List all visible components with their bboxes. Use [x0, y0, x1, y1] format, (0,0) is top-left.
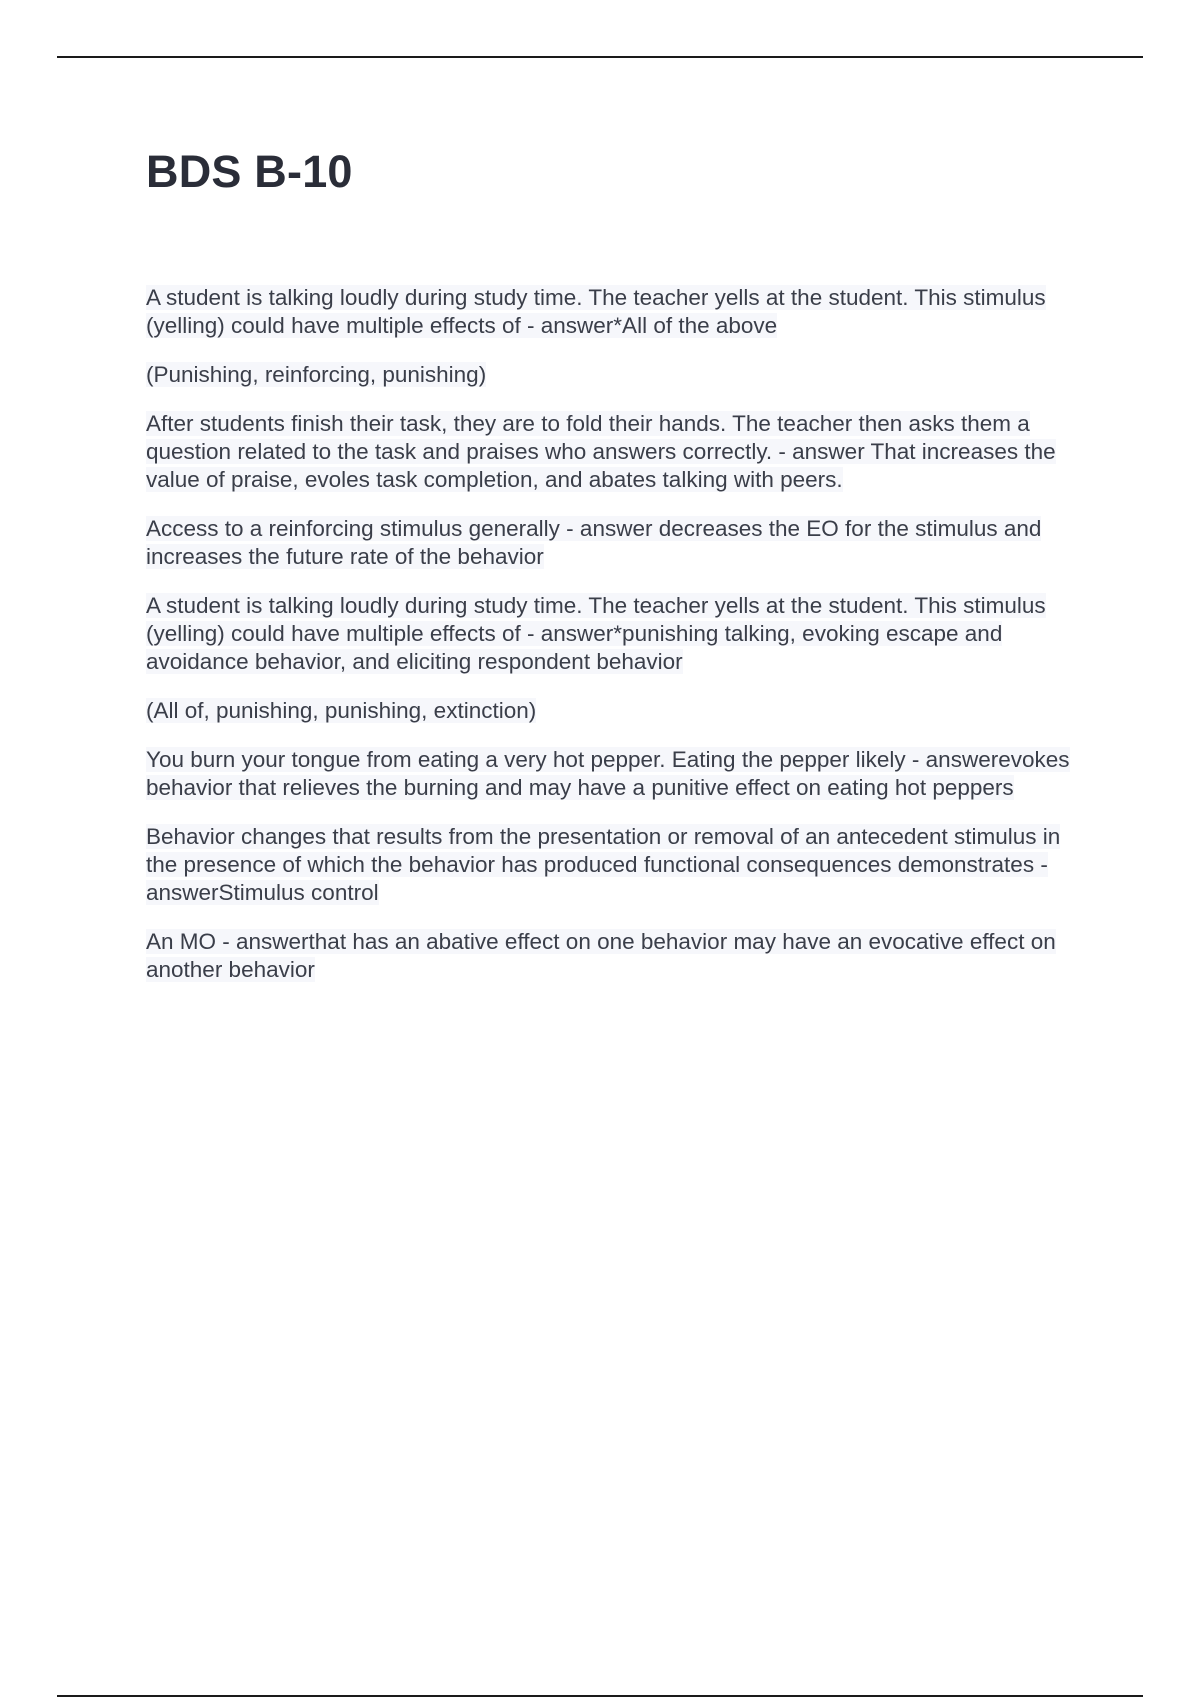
qa-text: (All of, punishing, punishing, extinction) [146, 698, 537, 723]
qa-text: Behavior changes that results from the presentation or removal of an antecedent stimulus in the presence of which the behavior has produced functional consequences demonstrates - answerStimulus control [146, 824, 1061, 905]
qa-text: A student is talking loudly during study time. The teacher yells at the student. This stimulus (yelling) could have multiple effects of - answer*All of the above [146, 285, 1046, 338]
footer-rule [57, 1695, 1143, 1697]
qa-list [146, 284, 1076, 1005]
qa-text: A student is talking loudly during study time. The teacher yells at the student. This stimulus (yelling) could have multiple effects of - answer*punishing talking, evoking escape and avoidance behavior, and eliciting respondent behavior [146, 593, 1046, 674]
qa-text: An MO - answerthat has an abative effect on one behavior may have an evocative effect on another behavior [146, 929, 1056, 982]
qa-item [146, 284, 1076, 340]
qa-item [146, 823, 1076, 907]
qa-item [146, 361, 1076, 389]
qa-text: After students finish their task, they are to fold their hands. The teacher then asks them a question related to the task and praises who answers correctly. - answer That increases the value of praise, evoles task completion, and abates talking with peers. [146, 411, 1056, 492]
qa-item [146, 410, 1076, 494]
qa-text: You burn your tongue from eating a very hot pepper. Eating the pepper likely - answerevokes behavior that relieves the burning and may have a punitive effect on eating hot peppers [146, 747, 1070, 800]
qa-text: (Punishing, reinforcing, punishing) [146, 362, 487, 387]
qa-text: Access to a reinforcing stimulus generally - answer decreases the EO for the stimulus and increases the future rate of the behavior [146, 516, 1042, 569]
document-title: BDS B-10 [146, 146, 353, 197]
header-rule [57, 56, 1143, 58]
qa-item [146, 746, 1076, 802]
qa-item [146, 928, 1076, 984]
qa-item [146, 592, 1076, 676]
qa-item [146, 697, 1076, 725]
qa-item [146, 515, 1076, 571]
